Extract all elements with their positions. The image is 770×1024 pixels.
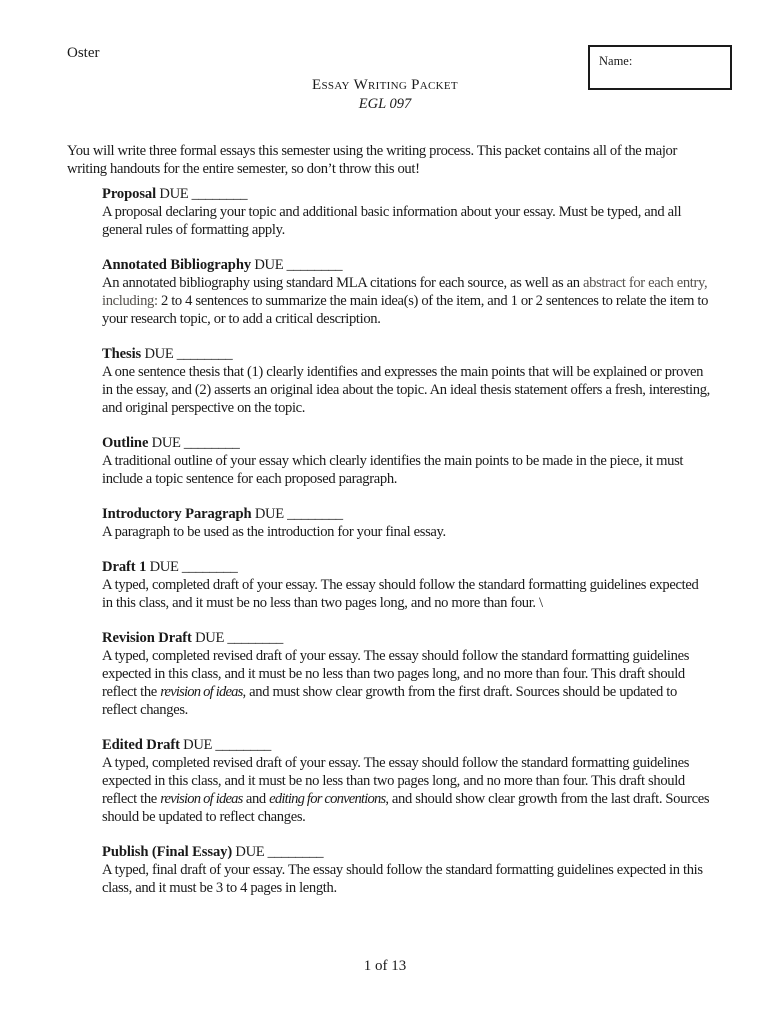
due-line: DUE ________ — [183, 737, 271, 753]
section-proposal — [102, 185, 712, 239]
desc-part: , and should show clear growth from the last draft. Sources should be updated to reflect changes. — [102, 791, 710, 825]
section-description: A typed, completed draft of your essay. The essay should follow the standard formatting guidelines expected in this class, and it must be no less than two pages long, and no more than four. \ — [102, 577, 699, 611]
desc-emphasis: revision of ideas — [160, 684, 243, 700]
section-description: A one sentence thesis that (1) clearly identifies and expresses the main points that will be explained or proven in the essay, and (2) asserts an original idea about the topic. An ideal thesis statement offers a fresh, interesting, and original perspective on the topic. — [102, 364, 710, 416]
section-description: A proposal declaring your topic and additional basic information about your essay. Must be typed, and all general rules of formatting apply. — [102, 204, 682, 238]
due-line: DUE ________ — [159, 186, 248, 202]
section-description — [102, 647, 712, 719]
due-line: DUE ________ — [235, 844, 324, 860]
section-label: Revision Draft — [102, 630, 192, 646]
section-label: Introductory Paragraph — [102, 506, 252, 522]
course-code: EGL 097 — [358, 96, 412, 112]
section-edited-draft — [102, 736, 712, 826]
section-outline — [102, 434, 712, 488]
section-revision-draft — [102, 629, 712, 719]
section-description — [102, 754, 712, 826]
desc-part: A typed, completed revised draft of your essay. The essay should follow the standard formatting guidelines expected in this class, and it must be no less than two pages long, and no more than four. This draft should reflect the — [102, 755, 690, 807]
section-label: Edited Draft — [102, 737, 180, 753]
section-label: Publish (Final Essay) — [102, 844, 233, 860]
desc-emphasis: editing for conventions — [269, 791, 386, 807]
due-line: DUE ________ — [144, 346, 233, 362]
section-introductory-paragraph — [102, 505, 712, 541]
section-publish-final-essay — [102, 843, 712, 897]
document-title-text: Essay Writing Packet — [312, 77, 458, 93]
assignment-list — [102, 185, 712, 914]
section-label: Thesis — [102, 346, 142, 362]
section-label: Proposal — [102, 186, 157, 202]
section-thesis — [102, 345, 712, 417]
due-line: DUE ________ — [254, 257, 343, 273]
due-line: DUE ________ — [254, 506, 343, 522]
section-description: A paragraph to be used as the introduction for your final essay. — [102, 524, 446, 540]
section-label: Outline — [102, 435, 149, 451]
section-label: Draft 1 — [102, 559, 147, 575]
due-line: DUE ________ — [149, 559, 238, 575]
section-description — [102, 274, 712, 328]
section-label: Annotated Bibliography — [102, 257, 252, 273]
section-description: A traditional outline of your essay which clearly identifies the main points to be made in the piece, it must include a topic sentence for each proposed paragraph. — [102, 453, 684, 487]
document-title — [0, 77, 770, 94]
desc-part: and — [242, 791, 270, 807]
page-number: 1 of 13 — [363, 958, 407, 974]
author-name: Oster — [67, 45, 100, 61]
section-draft-1 — [102, 558, 712, 612]
section-description: A typed, final draft of your essay. The essay should follow the standard formatting guidelines expected in this class, and it must be 3 to 4 pages in length. — [102, 862, 703, 896]
section-annotated-bibliography — [102, 256, 712, 328]
desc-part: 2 to 4 sentences to summarize the main idea(s) of the item, and 1 or 2 sentences to relate the item to your research topic, or to add a critical description. — [102, 293, 709, 327]
name-box-label: Name: — [599, 54, 633, 68]
intro-paragraph: You will write three formal essays this semester using the writing process. This packet contains all of the major writing handouts for the entire semester, so don’t throw this out! — [67, 143, 678, 177]
desc-part: A typed, completed revised draft of your essay. The essay should follow the standard formatting guidelines expected in this class, and it must be no less than two pages long, and no more than four. This draft should reflect the — [102, 648, 690, 700]
desc-part: , and must show clear growth from the first draft. Sources should be updated to reflect changes. — [102, 684, 677, 718]
desc-part: An annotated bibliography using standard MLA citations for each source, as well as an — [102, 275, 583, 291]
desc-emphasis: revision of ideas — [160, 791, 243, 807]
desc-highlight: abstract for each entry, including: — [102, 275, 708, 309]
due-line: DUE ________ — [195, 630, 283, 646]
due-line: DUE ________ — [151, 435, 240, 451]
